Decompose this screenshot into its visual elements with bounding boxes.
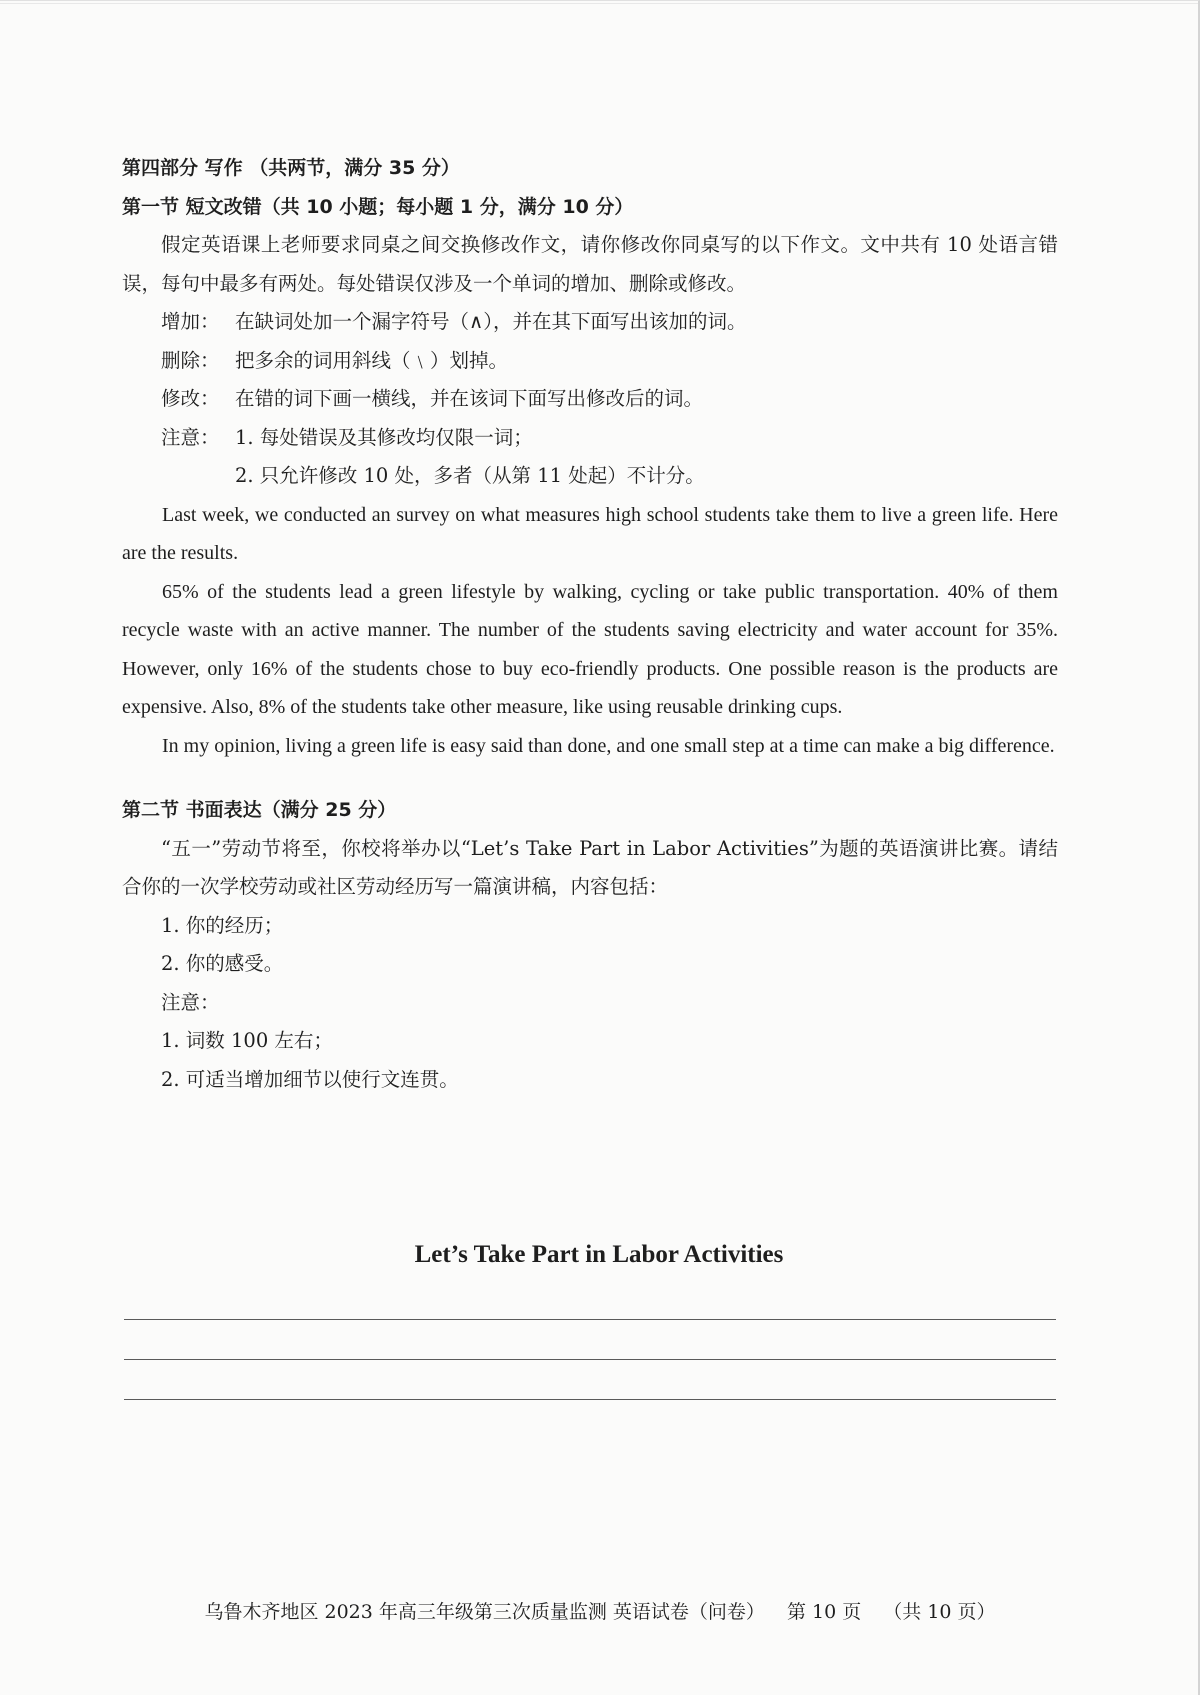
rule-delete bbox=[122, 342, 1058, 381]
note-item-2: 2. 可适当增加细节以使行文连贯。 bbox=[161, 1067, 459, 1091]
writing-line[interactable] bbox=[124, 1399, 1056, 1400]
content-point-1: 1. 你的经历； bbox=[161, 913, 284, 937]
part-title: 第四部分 写作 （共两节，满分 35 分） bbox=[122, 157, 460, 179]
rule-delete-label: 删除： bbox=[161, 348, 220, 372]
essay-title: Let’s Take Part in Labor Activities bbox=[414, 1241, 784, 1268]
content-point-2: 2. 你的感受。 bbox=[161, 952, 284, 975]
section2-intro: “五一”劳动节将至，你校将举办以“Let’s Take Part in Labor Activities”为题的英语演讲比赛。请结合你的一次学校劳动或社区劳动经历写一篇演讲稿，内容包括： bbox=[122, 836, 1058, 898]
notes-label: 注意： bbox=[161, 990, 220, 1014]
rule-note-label: 注意： bbox=[161, 425, 220, 449]
passage-paragraph-2: 65% of the students lead a green lifestyle by walking, cycling or take public transportation. 40% of them recycle waste with an active manner. The number of the students saving electricity and water account for 35%. However, only 16% of the students chose to buy eco-friendly products. One possible reason is the products are expensive. Also, 8% of the students take other measure, like using reusable drinking cups. bbox=[122, 580, 1058, 718]
section2-title: 第二节 书面表达（满分 25 分） bbox=[122, 799, 397, 821]
rule-modify-label: 修改： bbox=[161, 387, 220, 410]
writing-line[interactable] bbox=[124, 1359, 1056, 1360]
passage-paragraph-3: In my opinion, living a green life is easy said than done, and one small step at a time can make a big difference. bbox=[162, 734, 1055, 757]
rule-modify-text: 在错的词下画一横线，并在该词下面写出修改后的词。 bbox=[235, 387, 704, 410]
scan-edge bbox=[0, 3, 1198, 4]
footer-page-number: 第 10 页 bbox=[786, 1601, 862, 1623]
section1-title: 第一节 短文改错（共 10 小题；每小题 1 分，满分 10 分） bbox=[122, 195, 634, 218]
section-gap bbox=[122, 765, 1058, 791]
rule-add bbox=[122, 303, 1058, 342]
section1-intro: 假定英语课上老师要求同桌之间交换修改作文，请你修改你同桌写的以下作文。文中共有 10 处语言错误，每句中最多有两处。每处错误仅涉及一个单词的增加、删除或修改。 bbox=[122, 233, 1058, 295]
rule-note-2: 2. 只允许修改 10 处，多者（从第 11 处起）不计分。 bbox=[235, 464, 705, 487]
rule-modify bbox=[122, 380, 1058, 419]
rule-note bbox=[122, 419, 1058, 458]
footer-page-total: （共 10 页） bbox=[883, 1601, 996, 1623]
rule-add-label: 增加： bbox=[161, 310, 220, 333]
rule-add-text: 在缺词处加一个漏字符号（∧），并在其下面写出该加的词。 bbox=[235, 310, 747, 333]
footer-exam-name: 乌鲁木齐地区 2023 年高三年级第三次质量监测 英语试卷（问卷） bbox=[204, 1601, 765, 1623]
writing-line[interactable] bbox=[124, 1319, 1056, 1320]
page-content bbox=[122, 149, 1058, 1099]
rule-note-text: 1. 每处错误及其修改均仅限一词； bbox=[235, 425, 533, 449]
note-item-1: 1. 词数 100 左右； bbox=[161, 1029, 333, 1052]
passage-paragraph-1: Last week, we conducted an survey on what measures high school students take them to live a green life. Here are the results. bbox=[122, 503, 1058, 564]
rule-delete-text: 把多余的词用斜线（﹨）划掉。 bbox=[235, 348, 509, 372]
page-footer bbox=[0, 1597, 1200, 1624]
